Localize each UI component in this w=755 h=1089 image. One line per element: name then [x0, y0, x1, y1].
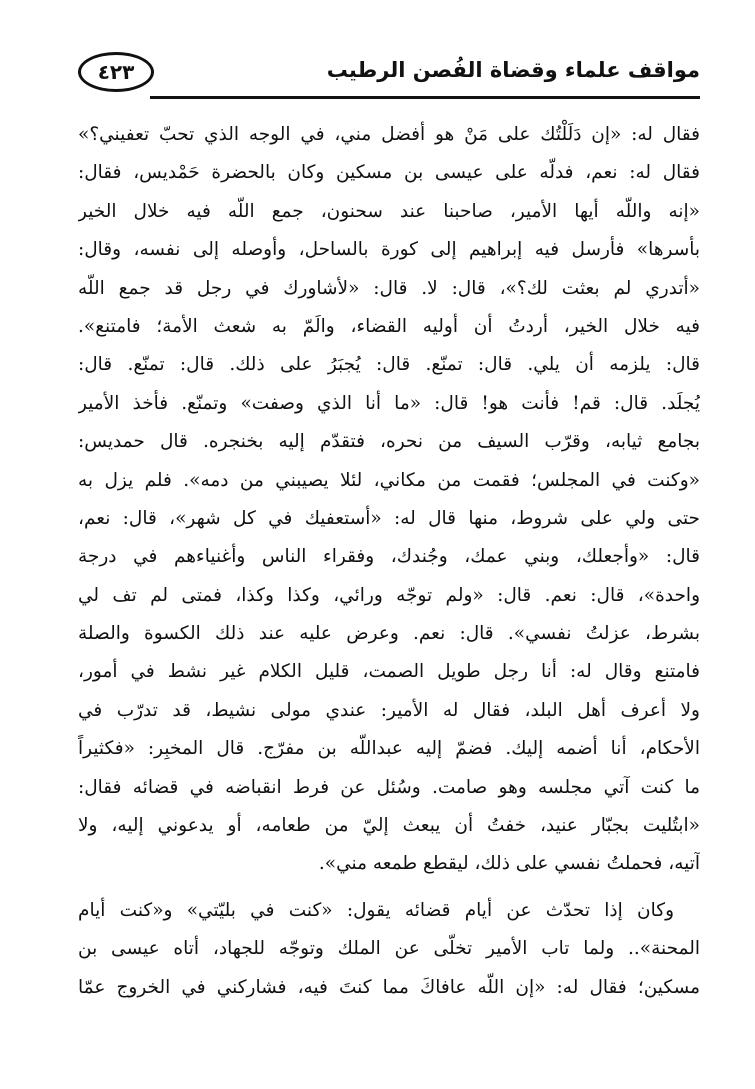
- text-line: ما كنت آتي مجلسه وهو صامت. وسُئل عن فرط انقباضه في قضائه فقال:: [78, 776, 700, 798]
- page-number-oval: [78, 52, 154, 92]
- text-line: وكان إذا تحدّث عن أيام قضائه يقول: «كنت في بليّتي» و«كنت أيام: [78, 899, 674, 921]
- text-line: فقال له: نعم، فدلّه على عيسى بن مسكين وكان بالحضرة حَمْديس، فقال:: [78, 162, 700, 184]
- text-line: حتى ولي على شروط، منها قال له: «أستعفيك في كل شهر»، قال: نعم،: [78, 507, 700, 529]
- page-number: ٤٢٣: [97, 60, 135, 84]
- text-line: فامتنع وقال له: أنا رجل طويل الصمت، قليل الكلام غير نشط في أمور،: [78, 661, 700, 683]
- text-line: قال: «وأجعلك، وبني عمك، وجُندك، وفقراء الناس وأغنياءهم في درجة: [78, 546, 700, 568]
- running-title: مواقف علماء وقضاة الفُصن الرطيب: [326, 58, 700, 82]
- text-line: يُجلَد. قال: قم! فأنت هو! قال: «ما أنا الذي وصفت» وتمنّع. فأخذ الأمير: [78, 392, 700, 414]
- text-line: المحنة».. ولما تاب الأمير تخلّى عن الملك وتوجّه للجهاد، أتاه عيسى بن: [78, 938, 700, 960]
- page-header: [90, 52, 700, 98]
- paragraph: [78, 116, 700, 884]
- text-line: بأسرها» فأرسل فيه إبراهيم إلى كورة بالساحل، وأوصله إلى نفسه، وقال:: [78, 239, 700, 261]
- paragraph-gap: [78, 884, 700, 892]
- text-line: بشرط، عزلتُ نفسي». قال: نعم. وعرض عليه عند ذلك الكسوة والصلة: [78, 623, 700, 645]
- text-line: واحدة»، قال: نعم. قال: «ولم توجّه ورائي، وكذا وكذا، فمتى لم تف لي: [78, 584, 700, 606]
- body-text: [78, 116, 700, 1007]
- text-line: الأحكام، أنا أضمه إليك. فضمّ إليه عبداللّه بن مفرّج. قال المخبِر: «فكثيراً: [78, 738, 700, 760]
- text-line: قال: يلزمه أن يلي. قال: تمنّع. قال: يُجبَرُ على ذلك. قال: تمنّع. قال:: [78, 354, 700, 376]
- text-line: مسكين؛ فقال له: «إن اللّه عافاكَ مما كنتَ فيه، فشاركني في الخروج عمّا: [78, 976, 700, 998]
- text-line: «أتدري لم بعثت لك؟»، قال: لا. قال: «لأشاورك في رجل قد جمع اللّه: [78, 277, 700, 299]
- header-rule: [150, 96, 700, 99]
- text-line: «إنه واللّه أيها الأمير، صاحبنا عند سحنون، جمع اللّه فيه خلال الخير: [78, 200, 700, 222]
- text-line: فيه خلال الخير، أردتُ أن أوليه القضاء، والَمّ به شعث الأمة؛ فامتنع».: [78, 315, 700, 337]
- paragraph: [78, 892, 700, 1007]
- text-line: «ابتُليت بجبّار عنيد، خفتُ أن يبعث إليّ من طعامه، أو يدعوني إليه، ولا: [78, 815, 700, 837]
- text-line: فقال له: «إن دَلَلْتُك على مَنْ هو أفضل مني، في الوجه الذي تحبّ تعفيني؟»: [78, 124, 700, 145]
- text-line: آتيه، فحملتُ نفسي على ذلك، ليقطع طمعه مني».: [318, 853, 700, 875]
- text-line: بجامع ثيابه، وقرّب السيف من نحره، فتقدّم إليه بخنجره. قال حمديس:: [78, 431, 700, 453]
- text-line: ولا أعرف أهل البلد، فقال له الأمير: عندي مولى نشيط، قد تدرّب في: [78, 699, 700, 721]
- text-line: «وكنت في المجلس؛ فقمت من مكاني، لئلا يصيبني من دمه». فلم يزل به: [78, 469, 700, 491]
